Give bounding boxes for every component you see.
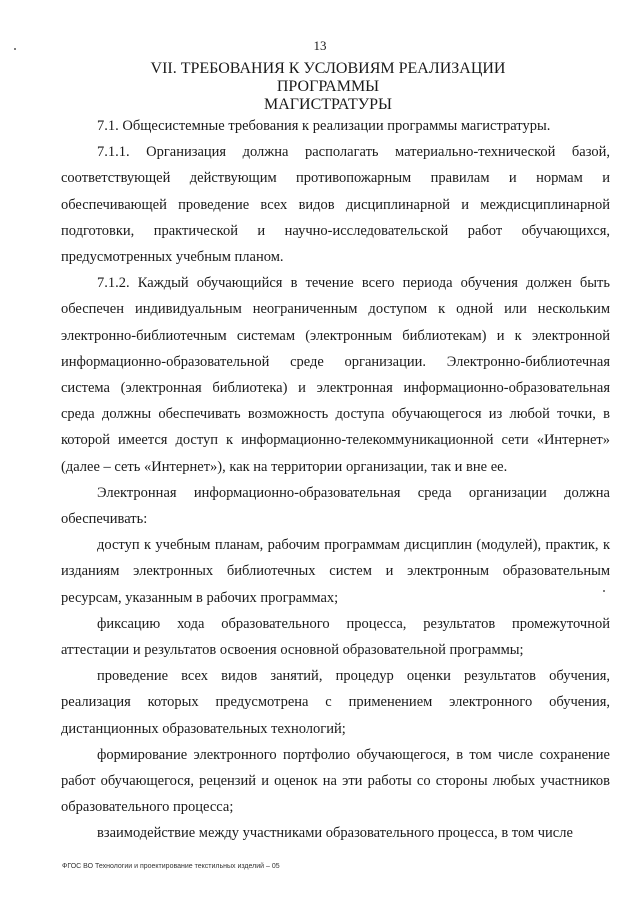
list-item-portfolio: формирование электронного портфолио обучающегося, в том числе сохранение работ обучающегося, рецензий и оценок на эти работы со стороны любых участников образовательного процесса;: [61, 746, 610, 816]
section-heading-line-2: МАГИСТРАТУРЫ: [264, 96, 392, 113]
paragraph-7-1-2: 7.1.2. Каждый обучающийся в течение всего периода обучения должен быть обеспечен индивидуальным неограниченным доступом к одной или нескольким электронно-библиотечным системам (электронным библиотекам) и к электронной информационно-образовательной среде организации. Электронно-библиотечная система (электронная библиотека) и электронная информационно-образовательная среда должны обеспечивать возможность доступа обучающегося из любой точки, в которой имеется доступ к информационно-телекоммуникационной сети «Интернет» (далее – сеть «Интернет»), как на территории организации, так и вне ее.: [61, 275, 610, 475]
scan-speck: [14, 48, 16, 50]
body-text: [61, 113, 610, 847]
page-number: 13: [313, 38, 327, 53]
list-item-classes: проведение всех видов занятий, процедур оценки результатов обучения, реализация которых предусмотрена с применением электронного обучения, дистанционных образовательных технологий;: [61, 668, 610, 737]
list-item-access: доступ к учебным планам, рабочим программам дисциплин (модулей), практик, к изданиям электронных библиотечных систем и электронным образовательным ресурсам, указанным в рабочих программах;: [61, 537, 610, 606]
paragraph-7-1-1: 7.1.1. Организация должна располагать материально-технической базой, соответствующей действующим противопожарным правилам и нормам и обеспечивающей проведение всех видов дисциплинарной и междисциплинарной подготовки, практической и научно-исследовательской работ обучающихся, предусмотренных учебным планом.: [61, 144, 610, 266]
scan-speck: [603, 590, 605, 592]
section-heading: [108, 60, 548, 114]
list-item-recording: фиксацию хода образовательного процесса, результатов промежуточной аттестации и результатов освоения основной образовательной программы;: [61, 615, 610, 659]
paragraph-environment-intro: Электронная информационно-образовательная среда организации должна обеспечивать:: [61, 484, 610, 528]
page-footer: ФГОС ВО Технологии и проектирование текстильных изделий – 05: [62, 863, 280, 870]
paragraph-7-1: 7.1. Общесистемные требования к реализации программы магистратуры.: [97, 118, 551, 134]
section-heading-line-1: VII. ТРЕБОВАНИЯ К УСЛОВИЯМ РЕАЛИЗАЦИИ ПРОГРАММЫ: [150, 60, 506, 95]
list-item-interaction: взаимодействие между участниками образовательного процесса, в том числе: [97, 825, 573, 842]
